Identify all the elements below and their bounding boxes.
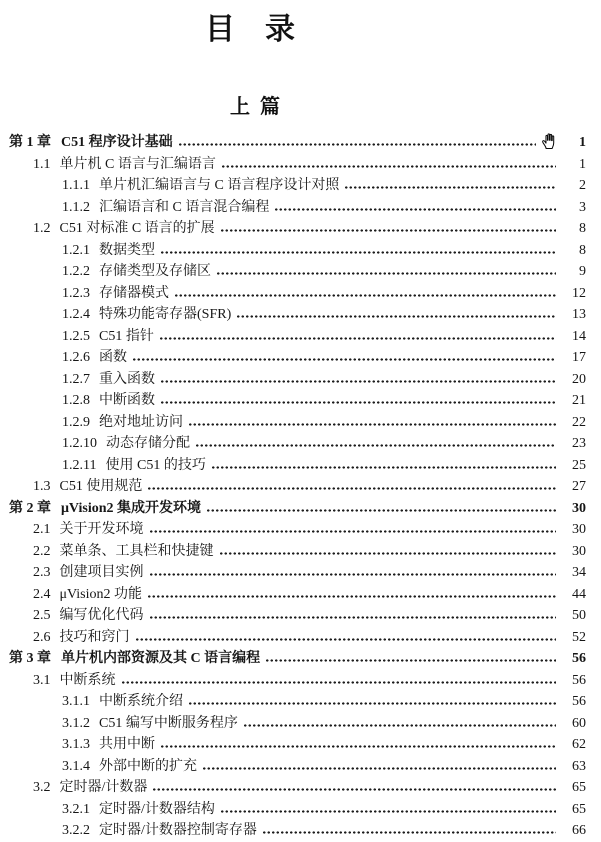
- toc-entry-page: 2: [579, 178, 586, 193]
- toc-entry-number: 1.2.6: [62, 350, 90, 365]
- toc-entry-number: 3.2.2: [62, 823, 90, 838]
- toc-entry[interactable]: [9, 648, 586, 670]
- toc-entry-page: 44: [572, 586, 586, 602]
- toc-entry-title: 编写优化代码: [59, 608, 144, 623]
- toc-entry[interactable]: [9, 433, 586, 455]
- toc-entry[interactable]: [9, 304, 586, 326]
- toc-entry-page: 62: [572, 737, 586, 752]
- page-title: 目 录: [205, 13, 295, 46]
- dot-leader-icon: [262, 831, 556, 834]
- toc-entry-title: 存储器模式: [99, 285, 169, 301]
- toc-entry-number: 1.1: [33, 156, 51, 172]
- toc-entry-page: 22: [572, 414, 586, 430]
- toc-entry-title: 特殊功能寄存器(SFR): [99, 307, 232, 322]
- toc-entry-page: 30: [572, 522, 586, 537]
- toc-entry-number: 3.2.1: [62, 801, 90, 817]
- dot-leader-icon: [188, 702, 556, 705]
- dot-leader-icon: [220, 229, 556, 232]
- toc-entry-title: 单片机 C 语言与汇编语言: [59, 156, 216, 172]
- dot-leader-icon: [152, 788, 556, 791]
- dot-leader-icon: [149, 573, 557, 576]
- toc-entry-number: 1.2.1: [62, 242, 90, 258]
- toc-entry-title: C51 对标准 C 语言的扩展: [59, 221, 215, 236]
- dot-leader-icon: [274, 208, 556, 211]
- toc-entry-page: 50: [572, 608, 586, 623]
- toc-entry[interactable]: [9, 605, 586, 627]
- toc-entry-page: 8: [579, 242, 586, 258]
- toc-entry-page: 20: [572, 371, 586, 387]
- toc-list: [9, 132, 586, 842]
- toc-entry-title: 数据类型: [99, 242, 155, 258]
- toc-entry-page: 9: [579, 264, 586, 279]
- dot-leader-icon: [178, 143, 536, 146]
- dot-leader-icon: [149, 616, 557, 619]
- toc-entry-title: 存储类型及存储区: [99, 264, 211, 279]
- toc-entry-number: 2.3: [33, 565, 51, 580]
- toc-entry-number: 1.2.10: [62, 436, 97, 451]
- toc-entry[interactable]: [9, 562, 586, 584]
- toc-entry-title: 关于开发环境: [59, 522, 144, 537]
- toc-entry-number: 2.6: [33, 629, 51, 645]
- toc-entry[interactable]: [9, 218, 586, 240]
- toc-entry-title: 定时器/计数器: [59, 780, 148, 795]
- dot-leader-icon: [219, 552, 557, 555]
- toc-entry-page: 60: [572, 715, 586, 731]
- toc-entry-title: 技巧和窍门: [59, 629, 130, 645]
- toc-entry-number: 第 3 章: [9, 651, 51, 666]
- toc-entry-title: 中断系统: [59, 672, 116, 688]
- toc-entry-title: 中断系统介绍: [99, 694, 183, 709]
- toc-entry-page: 52: [572, 629, 586, 645]
- toc-entry-title: 菜单条、工具栏和快捷键: [59, 543, 214, 559]
- toc-entry-title: 定时器/计数器结构: [99, 801, 215, 817]
- toc-entry[interactable]: [9, 455, 586, 477]
- dot-leader-icon: [149, 530, 557, 533]
- toc-entry[interactable]: [9, 347, 586, 369]
- toc-entry[interactable]: [9, 799, 586, 821]
- toc-entry-title: C51 使用规范: [59, 479, 143, 494]
- dot-leader-icon: [132, 358, 556, 361]
- dot-leader-icon: [220, 810, 556, 813]
- toc-entry-title: 共用中断: [99, 737, 155, 752]
- part-heading: 上 篇: [230, 96, 280, 118]
- toc-entry-title: C51 程序设计基础: [61, 135, 173, 150]
- toc-entry-page: 21: [572, 393, 586, 408]
- toc-entry-number: 1.2.3: [62, 285, 90, 301]
- toc-entry-number: 1.2.7: [62, 371, 90, 387]
- toc-entry-page: 13: [572, 307, 586, 322]
- toc-entry-number: 1.3: [33, 479, 51, 494]
- toc-entry-page: 14: [572, 328, 586, 344]
- toc-entry-number: 1.2.4: [62, 307, 90, 322]
- dot-leader-icon: [243, 724, 556, 727]
- toc-entry-number: 3.1.3: [62, 737, 90, 752]
- toc-entry-page: 25: [572, 457, 586, 473]
- toc-entry[interactable]: [9, 412, 586, 434]
- toc-entry-title: 函数: [99, 350, 127, 365]
- toc-entry-title: C51 编写中断服务程序: [99, 715, 238, 731]
- toc-entry-title: 绝对地址访问: [99, 414, 183, 430]
- toc-entry[interactable]: [9, 519, 586, 541]
- toc-entry[interactable]: [9, 197, 586, 219]
- toc-entry[interactable]: [9, 498, 586, 520]
- toc-entry[interactable]: [9, 756, 586, 778]
- toc-entry-number: 1.1.2: [62, 199, 90, 215]
- toc-entry-title: 单片机内部资源及其 C 语言编程: [61, 651, 261, 666]
- toc-entry-page: 34: [572, 565, 586, 580]
- toc-entry[interactable]: [9, 584, 586, 606]
- toc-entry[interactable]: [9, 627, 586, 649]
- dot-leader-icon: [206, 509, 556, 512]
- toc-entry-page: 65: [572, 801, 586, 817]
- toc-entry-title: 汇编语言和 C 语言混合编程: [99, 199, 270, 215]
- dot-leader-icon: [147, 487, 556, 490]
- hand-cursor-icon: [540, 132, 559, 150]
- toc-entry-title: 中断函数: [99, 393, 155, 408]
- toc-entry-number: 1.2.8: [62, 393, 90, 408]
- toc-entry[interactable]: [9, 175, 586, 197]
- toc-entry-number: 2.2: [33, 543, 51, 559]
- toc-entry-page: 17: [572, 350, 586, 365]
- toc-entry-page: 56: [572, 672, 586, 688]
- toc-entry-page: 30: [572, 500, 586, 516]
- toc-entry-page: 1: [579, 156, 586, 172]
- dot-leader-icon: [265, 659, 556, 662]
- dot-leader-icon: [174, 294, 556, 297]
- toc-entry-number: 第 2 章: [9, 500, 51, 516]
- dot-leader-icon: [159, 337, 556, 340]
- toc-entry-page: 1: [579, 135, 586, 150]
- toc-entry-title: 创建项目实例: [59, 565, 144, 580]
- toc-entry-title: 动态存储分配: [106, 436, 190, 451]
- toc-entry[interactable]: [9, 283, 586, 305]
- toc-entry-title: 外部中断的扩充: [99, 758, 197, 774]
- toc-entry[interactable]: [9, 369, 586, 391]
- toc-entry[interactable]: [9, 820, 586, 842]
- toc-entry-number: 1.2.11: [62, 457, 97, 473]
- toc-entry-title: 定时器/计数器控制寄存器: [99, 823, 257, 838]
- dot-leader-icon: [147, 595, 556, 598]
- toc-entry-number: 2.4: [33, 586, 51, 602]
- toc-entry-title: 使用 C51 的技巧: [105, 457, 206, 473]
- toc-entry-number: 1.1.1: [62, 178, 90, 193]
- toc-entry-page: 27: [572, 479, 586, 494]
- toc-entry-title: μVision2 集成开发环境: [61, 500, 202, 516]
- toc-entry-number: 3.1.2: [62, 715, 90, 731]
- toc-entry-number: 3.2: [33, 780, 51, 795]
- dot-leader-icon: [160, 401, 556, 404]
- dot-leader-icon: [135, 638, 557, 641]
- dot-leader-icon: [195, 444, 556, 447]
- toc-entry[interactable]: [9, 390, 586, 412]
- dot-leader-icon: [160, 251, 556, 254]
- toc-entry-number: 3.1: [33, 672, 51, 688]
- dot-leader-icon: [236, 315, 556, 318]
- toc-entry-number: 第 1 章: [9, 135, 51, 150]
- dot-leader-icon: [344, 186, 556, 189]
- toc-entry-number: 1.2.5: [62, 328, 90, 344]
- toc-entry[interactable]: [9, 541, 586, 563]
- toc-entry-number: 3.1.1: [62, 694, 90, 709]
- toc-entry-number: 1.2.9: [62, 414, 90, 430]
- dot-leader-icon: [121, 681, 557, 684]
- toc-entry-page: 3: [579, 199, 586, 215]
- toc-entry[interactable]: [9, 132, 586, 154]
- toc-entry[interactable]: [9, 691, 586, 713]
- toc-entry-title: C51 指针: [99, 328, 154, 344]
- toc-entry-page: 12: [572, 285, 586, 301]
- toc-entry[interactable]: [9, 670, 586, 692]
- toc-entry-number: 2.1: [33, 522, 51, 537]
- toc-entry-page: 65: [572, 780, 586, 795]
- dot-leader-icon: [202, 767, 556, 770]
- toc-entry-title: 重入函数: [99, 371, 155, 387]
- toc-entry-number: 1.2.2: [62, 264, 90, 279]
- toc-entry-page: 30: [572, 543, 586, 559]
- toc-entry-page: 23: [572, 436, 586, 451]
- toc-entry[interactable]: [9, 734, 586, 756]
- toc-entry-page: 63: [572, 758, 586, 774]
- dot-leader-icon: [160, 745, 556, 748]
- toc-entry-page: 56: [572, 651, 586, 666]
- toc-entry[interactable]: [9, 261, 586, 283]
- dot-leader-icon: [211, 466, 556, 469]
- toc-entry-title: 单片机汇编语言与 C 语言程序设计对照: [99, 178, 340, 193]
- toc-entry-title: μVision2 功能: [59, 586, 143, 602]
- toc-entry[interactable]: [9, 240, 586, 262]
- toc-entry[interactable]: [9, 777, 586, 799]
- dot-leader-icon: [160, 380, 556, 383]
- toc-entry[interactable]: [9, 476, 586, 498]
- toc-entry[interactable]: [9, 154, 586, 176]
- toc-entry-page: 66: [572, 823, 586, 838]
- toc-entry-page: 56: [572, 694, 586, 709]
- dot-leader-icon: [216, 272, 556, 275]
- dot-leader-icon: [188, 423, 556, 426]
- toc-entry-number: 2.5: [33, 608, 51, 623]
- toc-entry[interactable]: [9, 326, 586, 348]
- toc-entry[interactable]: [9, 713, 586, 735]
- toc-entry-page: 8: [579, 221, 586, 236]
- toc-entry-number: 1.2: [33, 221, 51, 236]
- toc-entry-number: 3.1.4: [62, 758, 90, 774]
- dot-leader-icon: [221, 165, 556, 168]
